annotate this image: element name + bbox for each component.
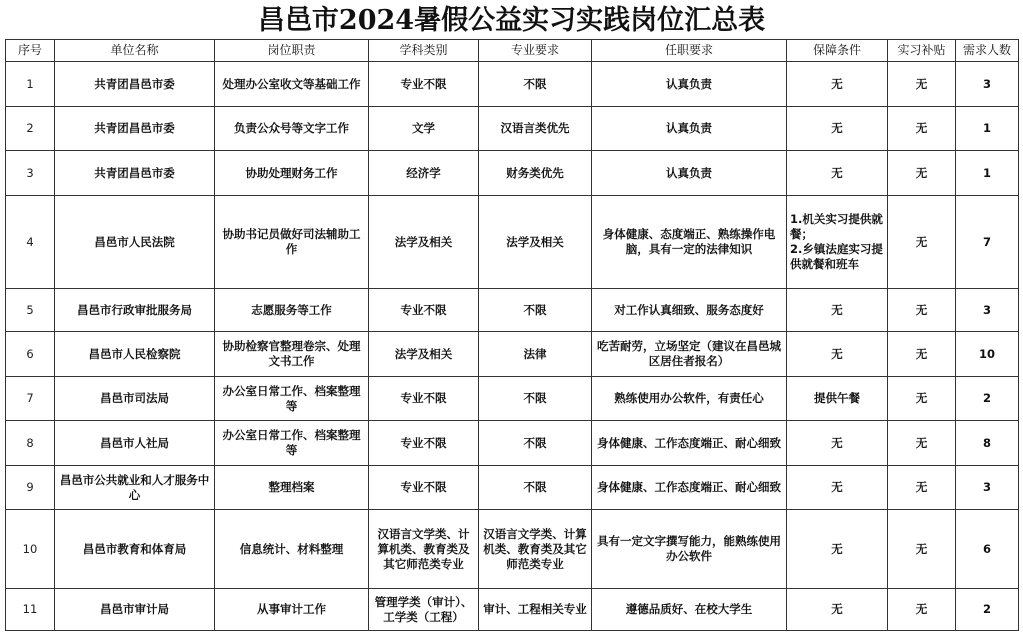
cell-count: 1 xyxy=(956,107,1019,151)
cell-requirement: 认真负责 xyxy=(592,107,787,151)
cell-conditions: 无 xyxy=(787,589,888,631)
table-row xyxy=(6,196,1019,289)
table-row xyxy=(6,466,1019,510)
cell-unit: 昌邑市审计局 xyxy=(55,589,215,631)
table-row xyxy=(6,62,1019,107)
cell-unit: 昌邑市行政审批服务局 xyxy=(55,289,215,332)
cell-count: 1 xyxy=(956,151,1019,196)
cell-major: 不限 xyxy=(479,421,592,466)
cell-count: 2 xyxy=(956,589,1019,631)
cell-unit: 共青团昌邑市委 xyxy=(55,151,215,196)
cell-subject: 文学 xyxy=(369,107,479,151)
cell-subsidy: 无 xyxy=(888,151,956,196)
cell-seq: 4 xyxy=(6,196,55,289)
cell-unit: 昌邑市人民检察院 xyxy=(55,332,215,377)
cell-unit: 共青团昌邑市委 xyxy=(55,62,215,107)
cell-duty: 整理档案 xyxy=(215,466,369,510)
cell-subsidy: 无 xyxy=(888,289,956,332)
cell-count: 3 xyxy=(956,289,1019,332)
cell-count: 10 xyxy=(956,332,1019,377)
header-seq: 序号 xyxy=(6,40,55,62)
cell-unit: 昌邑市司法局 xyxy=(55,377,215,421)
cell-seq: 1 xyxy=(6,62,55,107)
cell-duty: 办公室日常工作、档案整理等 xyxy=(215,377,369,421)
cell-requirement: 认真负责 xyxy=(592,151,787,196)
cell-major: 汉语言文学类、计算机类、教育类及其它师范类专业 xyxy=(479,510,592,589)
cell-subsidy: 无 xyxy=(888,196,956,289)
cell-seq: 7 xyxy=(6,377,55,421)
cell-subject: 专业不限 xyxy=(369,377,479,421)
cell-count: 6 xyxy=(956,510,1019,589)
cell-conditions: 无 xyxy=(787,421,888,466)
cell-duty: 协助处理财务工作 xyxy=(215,151,369,196)
cell-conditions: 无 xyxy=(787,289,888,332)
cell-major: 不限 xyxy=(479,62,592,107)
cell-count: 8 xyxy=(956,421,1019,466)
cell-subsidy: 无 xyxy=(888,62,956,107)
cell-subsidy: 无 xyxy=(888,421,956,466)
header-subject: 学科类别 xyxy=(369,40,479,62)
header-conditions: 保障条件 xyxy=(787,40,888,62)
cell-subject: 管理学类（审计）、工学类（工程） xyxy=(369,589,479,631)
table-row xyxy=(6,421,1019,466)
cell-subsidy: 无 xyxy=(888,466,956,510)
cell-count: 3 xyxy=(956,466,1019,510)
cell-subject: 法学及相关 xyxy=(369,196,479,289)
page-title: 昌邑市2024暑假公益实习实践岗位汇总表 xyxy=(257,5,766,36)
cell-seq: 10 xyxy=(6,510,55,589)
cell-requirement: 对工作认真细致、服务态度好 xyxy=(592,289,787,332)
cell-major: 法律 xyxy=(479,332,592,377)
table-row xyxy=(6,332,1019,377)
cell-seq: 8 xyxy=(6,421,55,466)
cell-seq: 5 xyxy=(6,289,55,332)
table-row xyxy=(6,510,1019,589)
cell-subsidy: 无 xyxy=(888,107,956,151)
header-subsidy: 实习补贴 xyxy=(888,40,956,62)
cell-requirement: 身体健康、态度端正、熟练操作电脑，具有一定的法律知识 xyxy=(592,196,787,289)
header-count: 需求人数 xyxy=(956,40,1019,62)
cell-subsidy: 无 xyxy=(888,332,956,377)
cell-unit: 昌邑市人社局 xyxy=(55,421,215,466)
cell-requirement: 身体健康、工作态度端正、耐心细致 xyxy=(592,466,787,510)
cell-major: 审计、工程相关专业 xyxy=(479,589,592,631)
cell-unit: 昌邑市教育和体育局 xyxy=(55,510,215,589)
cell-subject: 专业不限 xyxy=(369,421,479,466)
header-unit: 单位名称 xyxy=(55,40,215,62)
cell-requirement: 熟练使用办公软件，有责任心 xyxy=(592,377,787,421)
cell-duty: 协助书记员做好司法辅助工作 xyxy=(215,196,369,289)
cell-requirement: 吃苦耐劳，立场坚定（建议在昌邑城区居住者报名） xyxy=(592,332,787,377)
table-row xyxy=(6,289,1019,332)
cell-unit: 昌邑市人民法院 xyxy=(55,196,215,289)
cell-conditions: 无 xyxy=(787,510,888,589)
cell-requirement: 认真负责 xyxy=(592,62,787,107)
cell-subsidy: 无 xyxy=(888,510,956,589)
cell-conditions: 1.机关实习提供就餐； 2.乡镇法庭实习提供就餐和班车 xyxy=(787,196,888,289)
cell-subject: 专业不限 xyxy=(369,62,479,107)
cell-unit: 昌邑市公共就业和人才服务中心 xyxy=(55,466,215,510)
cell-subject: 专业不限 xyxy=(369,289,479,332)
cell-major: 法学及相关 xyxy=(479,196,592,289)
cell-count: 2 xyxy=(956,377,1019,421)
cell-duty: 处理办公室收文等基础工作 xyxy=(215,62,369,107)
cell-requirement: 身体健康、工作态度端正、耐心细致 xyxy=(592,421,787,466)
header-requirement: 任职要求 xyxy=(592,40,787,62)
cell-subject: 经济学 xyxy=(369,151,479,196)
cell-major: 汉语言类优先 xyxy=(479,107,592,151)
cell-subject: 汉语言文学类、计算机类、教育类及其它师范类专业 xyxy=(369,510,479,589)
table-row xyxy=(6,377,1019,421)
cell-conditions: 无 xyxy=(787,62,888,107)
cell-count: 7 xyxy=(956,196,1019,289)
internship-table xyxy=(5,39,1019,631)
cell-conditions: 无 xyxy=(787,151,888,196)
table-row xyxy=(6,151,1019,196)
cell-conditions: 无 xyxy=(787,107,888,151)
cell-duty: 负责公众号等文字工作 xyxy=(215,107,369,151)
cell-major: 不限 xyxy=(479,289,592,332)
cell-seq: 2 xyxy=(6,107,55,151)
cell-count: 3 xyxy=(956,62,1019,107)
cell-conditions: 无 xyxy=(787,466,888,510)
cell-subject: 法学及相关 xyxy=(369,332,479,377)
cell-duty: 从事审计工作 xyxy=(215,589,369,631)
cell-duty: 协助检察官整理卷宗、处理文书工作 xyxy=(215,332,369,377)
header-major: 专业要求 xyxy=(479,40,592,62)
cell-unit: 共青团昌邑市委 xyxy=(55,107,215,151)
cell-requirement: 具有一定文字撰写能力，能熟练使用办公软件 xyxy=(592,510,787,589)
cell-major: 财务类优先 xyxy=(479,151,592,196)
cell-subsidy: 无 xyxy=(888,589,956,631)
cell-subsidy: 无 xyxy=(888,377,956,421)
cell-seq: 11 xyxy=(6,589,55,631)
cell-duty: 信息统计、材料整理 xyxy=(215,510,369,589)
table-row xyxy=(6,589,1019,631)
cell-requirement: 遵德品质好、在校大学生 xyxy=(592,589,787,631)
cell-seq: 3 xyxy=(6,151,55,196)
cell-subject: 专业不限 xyxy=(369,466,479,510)
cell-duty: 志愿服务等工作 xyxy=(215,289,369,332)
header-row xyxy=(6,40,1019,62)
header-duty: 岗位职责 xyxy=(215,40,369,62)
cell-conditions: 无 xyxy=(787,332,888,377)
cell-duty: 办公室日常工作、档案整理等 xyxy=(215,421,369,466)
cell-seq: 9 xyxy=(6,466,55,510)
cell-seq: 6 xyxy=(6,332,55,377)
cell-major: 不限 xyxy=(479,466,592,510)
table-row xyxy=(6,107,1019,151)
cell-major: 不限 xyxy=(479,377,592,421)
cell-conditions: 提供午餐 xyxy=(787,377,888,421)
